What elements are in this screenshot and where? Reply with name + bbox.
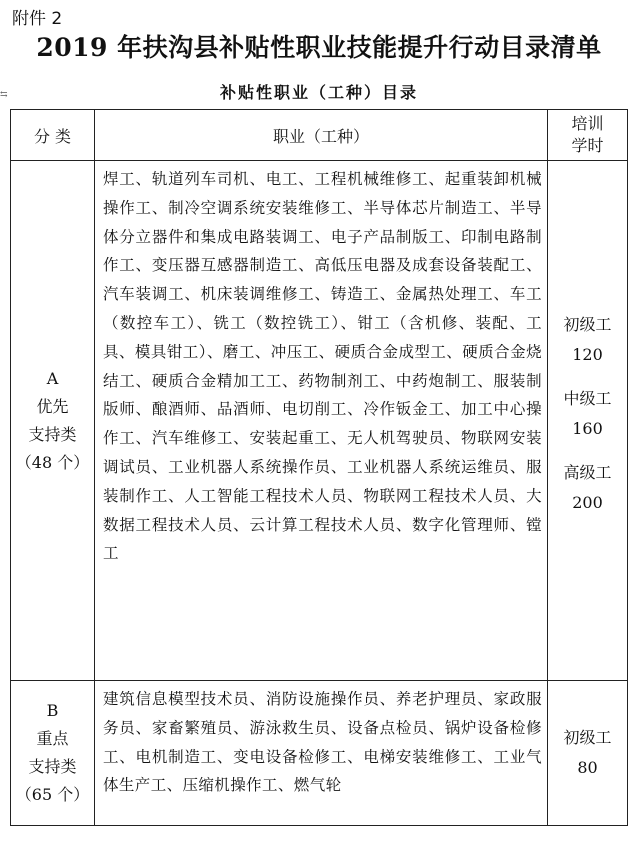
occupation-list: 焊工、轨道列车司机、电工、工程机械维修工、起重装卸机械操作工、制冷空调系统安装维修工、半导体芯片制造工、半导体分立器件和集成电路装调工、电子产品制版工、印制电路制作工、变压器互感器制造工、高低压电器及成套设备装配工、汽车装调工、机床装调维修工、铸造工、金属热处理工、车工（数控车工）、铣工（数控铣工）、钳工（含机修、装配、工具、模具钳工）、磨工、冲压工、硬质合金成型工、硬质合金烧结工、硬质合金精加工工、药物制剂工、中药炮制工、服装制版师、酿酒师、品酒师、电切削工、冷作钣金工、加工中心操作工、汽车维修工、安装起重工、无人机驾驶员、物联网安装调试员、工业机器人系统操作员、工业机器人系统运维员、服装制作工、人工智能工程技术人员、物联网工程技术人员、大数据工程技术人员、云计算工程技术人员、数字化管理师、镗工 xyxy=(95,161,548,681)
occupation-catalog-table xyxy=(10,109,628,826)
occupation-list: 建筑信息模型技术员、消防设施操作员、养老护理员、家政服务员、家畜繁殖员、游泳救生员、设备点检员、锅炉设备检修工、电机制造工、变电设备检修工、电梯安装维修工、工业气体生产工、压缩机操作工、燃气轮 xyxy=(103,690,542,795)
category-name-line1: 重点 xyxy=(36,729,69,748)
hours-level-group xyxy=(548,458,627,518)
header-category: 分 类 xyxy=(11,110,95,161)
hours-level-group xyxy=(548,310,627,370)
category-name-line1: 优先 xyxy=(36,396,69,416)
table-row xyxy=(11,161,628,681)
category-name-line2: 支持类 xyxy=(28,424,77,444)
document-title: 2019 年扶沟县补贴性职业技能提升行动目录清单 xyxy=(36,33,602,62)
table-subtitle: 补贴性职业（工种）目录 xyxy=(219,83,418,102)
hours-cell xyxy=(548,161,628,681)
occupation-list-cell xyxy=(95,681,548,826)
hours-value: 200 xyxy=(572,492,603,512)
hours-level: 高级工 xyxy=(563,462,612,482)
category-count: （65 个） xyxy=(15,785,90,804)
hours-value: 120 xyxy=(572,344,603,364)
header-hours-line2: 学时 xyxy=(571,136,604,155)
category-count: （48 个） xyxy=(15,452,90,472)
hours-value: 160 xyxy=(572,418,603,438)
hours-level: 中级工 xyxy=(563,388,612,408)
hours-value: 80 xyxy=(577,758,598,777)
category-cell xyxy=(11,681,95,826)
hours-level-group xyxy=(548,384,627,444)
category-code: A xyxy=(46,368,59,388)
category-cell xyxy=(11,161,95,681)
attachment-label: 附件 2 xyxy=(12,9,63,29)
category-code: B xyxy=(46,701,59,720)
hours-level: 初级工 xyxy=(563,728,612,747)
header-training-hours xyxy=(548,110,628,161)
hours-cell xyxy=(548,681,628,826)
header-hours-line1: 培训 xyxy=(571,114,604,133)
header-occupation: 职业（工种） xyxy=(95,110,548,161)
edge-marker-icon: ⇆ xyxy=(0,90,8,100)
category-name-line2: 支持类 xyxy=(28,757,77,776)
table-header-row xyxy=(11,110,628,161)
table-row xyxy=(11,681,628,826)
hours-level: 初级工 xyxy=(563,314,612,334)
